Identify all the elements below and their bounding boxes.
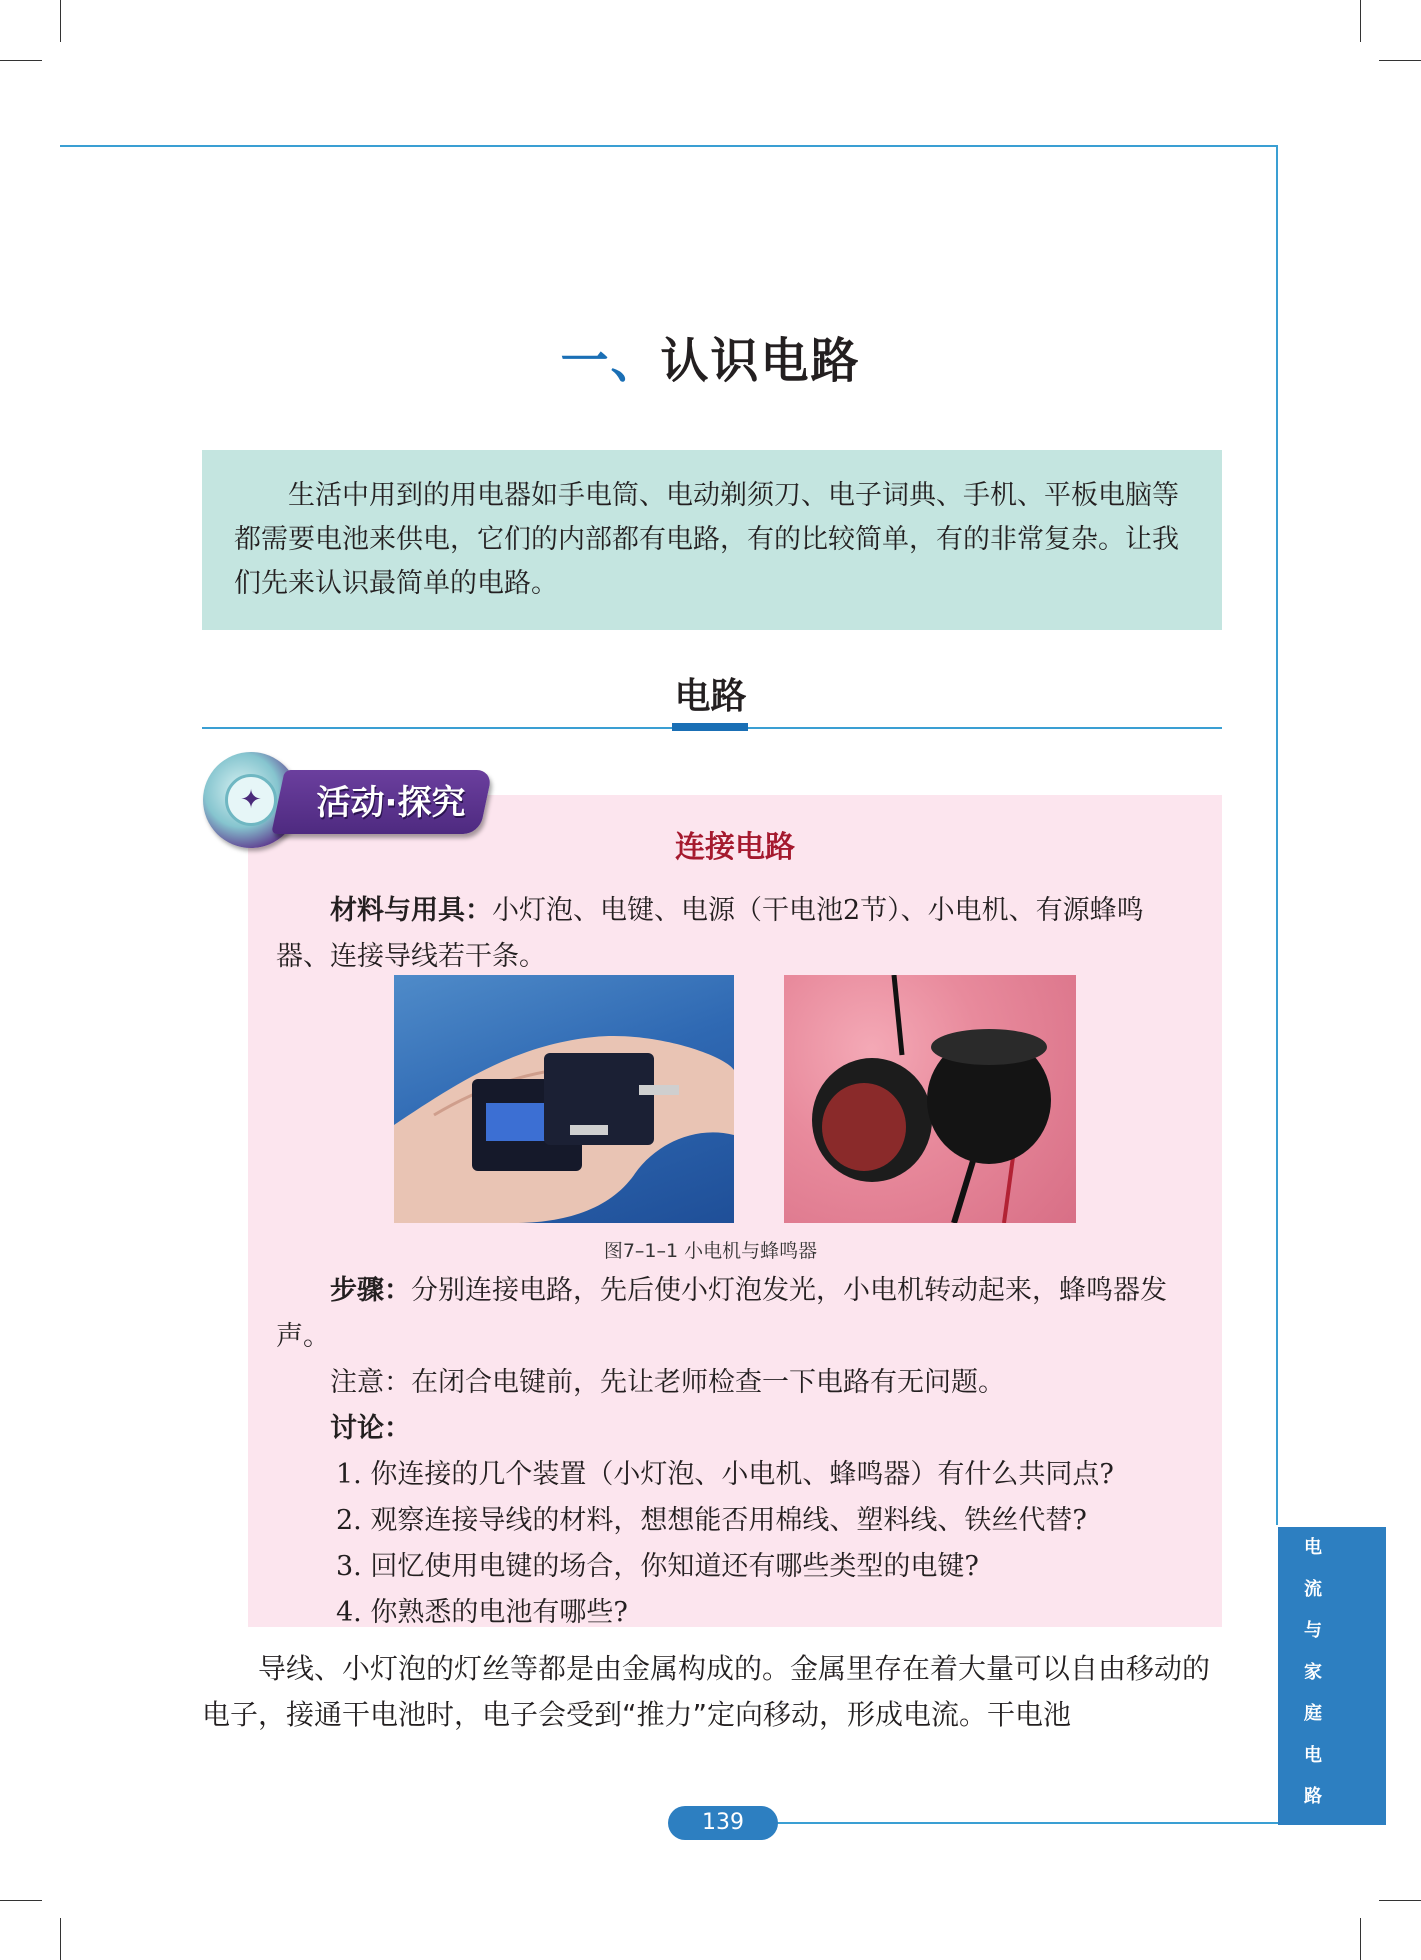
footer-line <box>774 1822 1278 1824</box>
steps-text: 分别连接电路，先后使小灯泡发光，小电机转动起来，蜂鸣器发声。 <box>276 1275 1167 1352</box>
list-item: 3. 回忆使用电键的场合，你知道还有哪些类型的电键? <box>336 1551 979 1582</box>
side-tab-char: 路 <box>1304 1786 1322 1807</box>
side-tab-char: 电 <box>1304 1744 1322 1766</box>
side-tab-char: 电 <box>1304 1537 1322 1558</box>
side-tab-char: 与 <box>1304 1620 1322 1641</box>
crop-mark <box>0 1900 42 1901</box>
chapter-side-tab <box>1278 1527 1386 1825</box>
side-tab-char: 庭 <box>1304 1703 1322 1724</box>
intro-box <box>202 450 1222 630</box>
section-accent-bar <box>672 723 748 731</box>
activity-badge: 活动·探究 <box>316 783 466 823</box>
list-item: 2. 观察连接导线的材料，想想能否用棉线、塑料线、铁丝代替? <box>336 1505 1087 1536</box>
activity-heading: 连接电路 <box>675 830 795 865</box>
side-tab-char: 家 <box>1304 1661 1322 1683</box>
title-text: 认识电路 <box>660 333 861 389</box>
list-item: 4. 你熟悉的电池有哪些? <box>336 1597 628 1628</box>
steps-label: 步骤： <box>330 1275 411 1306</box>
figure-caption: 图7–1–1 小电机与蜂鸣器 <box>603 1240 818 1262</box>
page-title <box>0 322 1421 391</box>
body-text: 导线、小灯泡的灯丝等都是由金属构成的。金属里存在着大量可以自由移动的电子，接通干电池时，电子会受到“推力”定向移动，形成电流。干电池 <box>202 1652 1211 1731</box>
crop-mark <box>1379 1900 1421 1901</box>
question-list <box>276 1452 1196 1636</box>
section-title: 电路 <box>674 676 747 717</box>
page-frame-top <box>60 145 1278 147</box>
crop-mark <box>1379 60 1421 61</box>
crop-mark <box>1360 1918 1361 1960</box>
materials-label: 材料与用具： <box>330 895 492 926</box>
page-number: 139 <box>668 1806 778 1840</box>
materials-paragraph <box>276 888 1196 980</box>
crop-mark <box>60 0 61 42</box>
steps-paragraph <box>276 1268 1196 1360</box>
body-paragraph <box>202 1646 1222 1738</box>
discussion-label: 讨论： <box>330 1413 411 1444</box>
buzzer-photo <box>784 975 1076 1223</box>
intro-text: 生活中用到的用电器如手电筒、电动剃须刀、电子词典、手机、平板电脑等都需要电池来供电，它们的内部都有电路，有的比较简单，有的非常复杂。让我们先来认识最简单的电路。 <box>234 480 1179 599</box>
materials-text: 小灯泡、电键、电源（干电池2节）、小电机、有源蜂鸣器、连接导线若干条。 <box>276 895 1144 972</box>
list-item: 1. 你连接的几个装置（小灯泡、小电机、蜂鸣器）有什么共同点? <box>336 1459 1114 1490</box>
note-text: 注意：在闭合电键前，先让老师检查一下电路有无问题。 <box>330 1367 1005 1398</box>
title-number: 一、 <box>560 333 661 389</box>
compass-icon: ✦ <box>203 752 299 848</box>
side-tab-char: 流 <box>1304 1578 1322 1600</box>
motor-photo <box>394 975 734 1223</box>
crop-mark <box>1360 0 1361 42</box>
steps-section <box>276 1268 1196 1636</box>
crop-mark <box>60 1918 61 1960</box>
crop-mark <box>0 60 42 61</box>
